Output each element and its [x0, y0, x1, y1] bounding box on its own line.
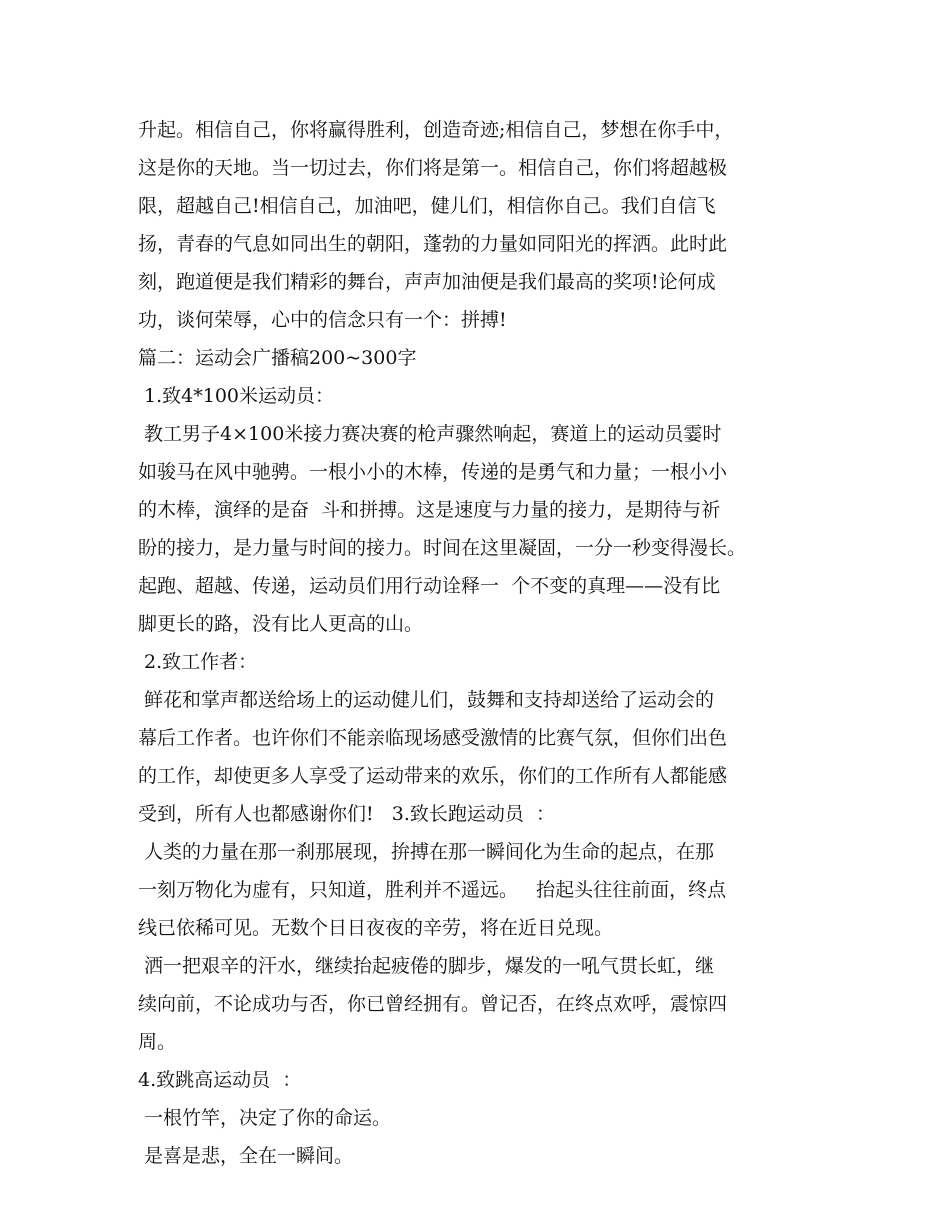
text-line: 脚更长的路，没有比人更高的山。 [138, 613, 424, 635]
text-line: 限，超越自己!相信自己，加油吧，健儿们，相信你自己。我们自信飞 [138, 195, 716, 217]
text-line: 起跑、超越、传递，运动员们用行动诠释一 个不变的真理——没有比 [138, 575, 721, 597]
text-line: 一根竹竿，决定了你的命运。 [138, 1107, 392, 1129]
text-line: 周。 [138, 1031, 177, 1053]
text-line: 人类的力量在那一刹那展现，拚搏在那一瞬间化为生命的起点，在那 [138, 841, 715, 863]
text-line: 一刻万物化为虚有，只知道，胜利并不遥远。 抬起头往往前面，终点 [138, 879, 727, 901]
text-line: 盼的接力，是力量与时间的接力。时间在这里凝固，一分一秒变得漫长。 [138, 537, 747, 559]
text-line: 是喜是悲，全在一瞬间。 [138, 1145, 354, 1167]
sub-heading: 4.致跳高运动员 ： [138, 1069, 302, 1091]
text-line: 鲜花和掌声都送给场上的运动健儿们，鼓舞和支持却送给了运动会的 [138, 689, 715, 711]
text-line: 的工作，却使更多人享受了运动带来的欢乐，你们的工作所有人都能感 [138, 765, 728, 787]
text-line: 扬，青春的气息如同出生的朝阳，蓬勃的力量如同阳光的挥洒。此时此 [138, 233, 728, 255]
text-line: 升起。相信自己，你将赢得胜利，创造奇迹;相信自己，梦想在你手中， [138, 119, 734, 141]
text-line: 教工男子4×100米接力赛决赛的枪声骤然响起，赛道上的运动员霎时 [138, 423, 722, 445]
sub-heading: 2.致工作者： [138, 651, 258, 673]
sub-heading: 1.致4*100米运动员： [138, 385, 335, 407]
text-line: 如骏马在风中驰骋。一根小小的木棒，传递的是勇气和力量；一根小小 [138, 461, 728, 483]
section-heading: 篇二：运动会广播稿200~300字 [138, 347, 417, 369]
text-line: 续向前，不论成功与否，你已曾经拥有。曾记否，在终点欢呼，震惊四 [138, 993, 728, 1015]
text-line: 刻，跑道便是我们精彩的舞台，声声加油便是我们最高的奖项!论何成 [138, 271, 716, 293]
text-line: 功，谈何荣辱，心中的信念只有一个：拼搏! [138, 309, 507, 331]
text-line: 这是你的天地。当一切过去，你们将是第一。相信自己，你们将超越极 [138, 157, 728, 179]
text-line: 的木棒，演绎的是奋 斗和拼搏。这是速度与力量的接力，是期待与祈 [138, 499, 721, 521]
text-line: 洒一把艰辛的汗水，继续抬起疲倦的脚步，爆发的一吼气贯长虹，继 [138, 955, 715, 977]
document-page [138, 111, 828, 1175]
text-line: 幕后工作者。也许你们不能亲临现场感受激情的比赛气氛，但你们出色 [138, 727, 728, 749]
text-line: 受到，所有人也都感谢你们! 3.致长跑运动员 ： [138, 803, 555, 825]
text-line: 线已依稀可见。无数个日日夜夜的辛劳，将在近日兑现。 [138, 917, 614, 939]
